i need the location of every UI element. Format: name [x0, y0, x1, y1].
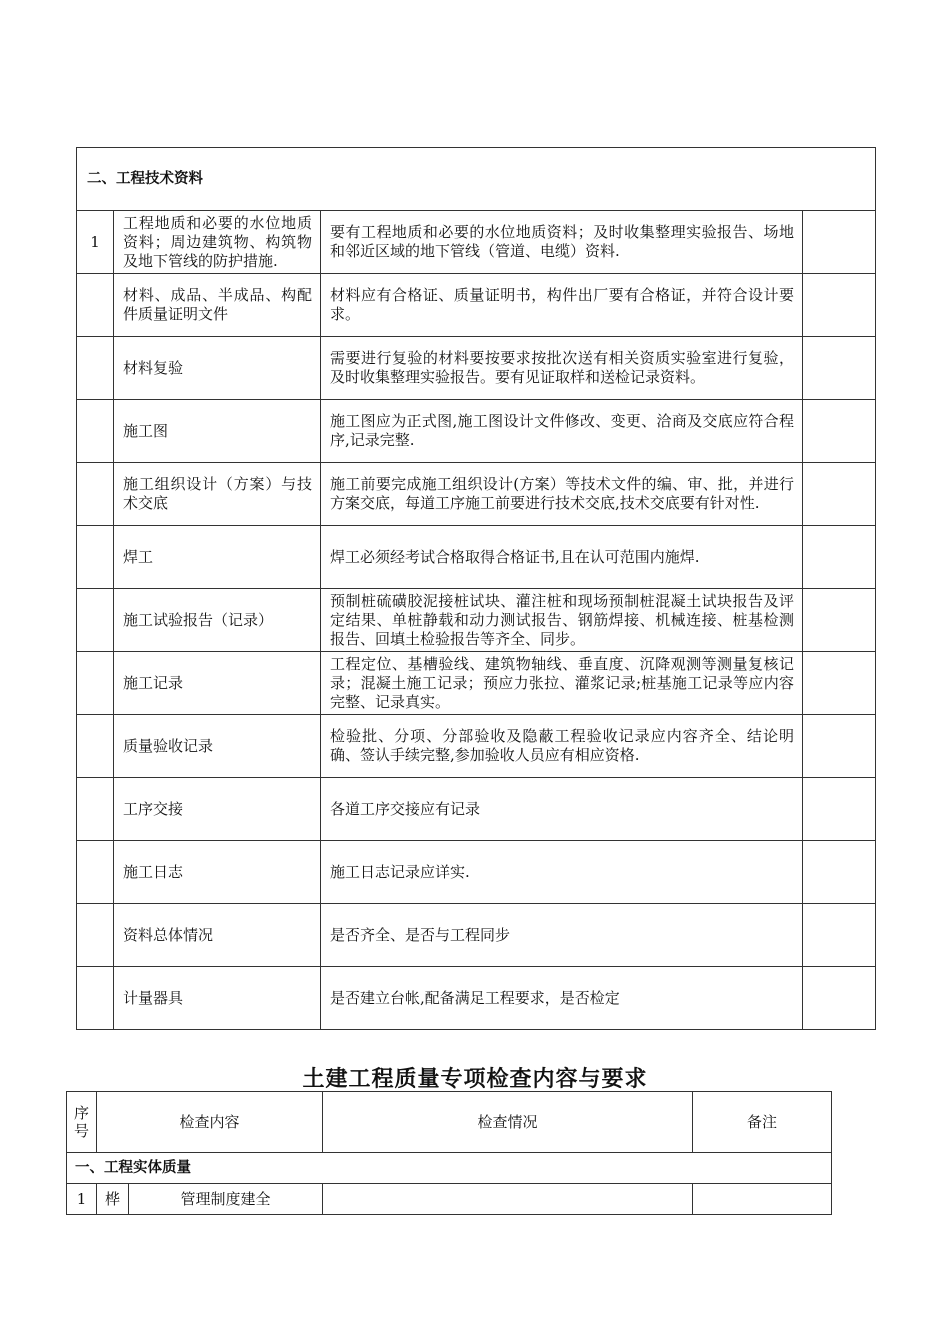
row-item: 焊工: [114, 526, 321, 589]
row-item: 施工图: [114, 400, 321, 463]
row-category: 桦: [97, 1184, 129, 1215]
row-situation: [323, 1184, 693, 1215]
row-requirement: 要有工程地质和必要的水位地质资料；及时收集整理实验报告、场地和邻近区域的地下管线（管道、电缆）资料.: [321, 211, 803, 274]
table-row: [77, 274, 876, 337]
row-remark: [803, 337, 876, 400]
row-remark: [803, 526, 876, 589]
row-requirement: 施工日志记录应详实.: [321, 841, 803, 904]
row-requirement: 预制桩硫磺胶泥接桩试块、灌注桩和现场预制桩混凝土试块报告及评定结果、单桩静载和动力测试报告、钢筋焊接、机械连接、桩基检测报告、回填土检验报告等齐全、同步。: [321, 589, 803, 652]
row-item: 施工试验报告（记录）: [114, 589, 321, 652]
row-item: 资料总体情况: [114, 904, 321, 967]
row-num: 1: [77, 211, 114, 274]
row-num: [77, 652, 114, 715]
row-num: [77, 589, 114, 652]
row-num: [77, 274, 114, 337]
row-item: 施工组织设计（方案）与技术交底: [114, 463, 321, 526]
row-num: [77, 526, 114, 589]
row-requirement: 各道工序交接应有记录: [321, 778, 803, 841]
header-num: 序号: [67, 1092, 97, 1153]
row-remark: [803, 715, 876, 778]
row-num: [77, 841, 114, 904]
row-remark: [803, 463, 876, 526]
table-row: [77, 841, 876, 904]
row-item: 计量器具: [114, 967, 321, 1030]
row-item: 施工记录: [114, 652, 321, 715]
row-remark: [803, 778, 876, 841]
row-remark: [803, 967, 876, 1030]
row-requirement: 检验批、分项、分部验收及隐蔽工程验收记录应内容齐全、结论明确、签认手续完整,参加验收人员应有相应资格.: [321, 715, 803, 778]
page-title: 土建工程质量专项检查内容与要求: [302, 1067, 648, 1092]
table-row: [77, 526, 876, 589]
table-row: [77, 778, 876, 841]
row-num: [77, 967, 114, 1030]
row-requirement: 施工前要完成施工组织设计(方案）等技术文件的编、审、批，并进行方案交底，每道工序施工前要进行技术交底,技术交底要有针对性.: [321, 463, 803, 526]
row-requirement: 需要进行复验的材料要按要求按批次送有相关资质实验室进行复验，及时收集整理实验报告。要有见证取样和送检记录资料。: [321, 337, 803, 400]
section-title: 一、工程实体质量: [67, 1153, 832, 1184]
row-remark: [803, 652, 876, 715]
table-row: [77, 463, 876, 526]
row-requirement: 材料应有合格证、质量证明书，构件出厂要有合格证，并符合设计要求。: [321, 274, 803, 337]
row-num: [77, 778, 114, 841]
row-num: [77, 400, 114, 463]
inspection-table: [66, 1091, 832, 1215]
row-requirement: 工程定位、基槽验线、建筑物轴线、垂直度、沉降观测等测量复核记录；混凝土施工记录；预应力张拉、灌浆记录;桩基施工记录等应内容完整、记录真实。: [321, 652, 803, 715]
row-item: 工程地质和必要的水位地质资料；周边建筑物、构筑物及地下管线的防护措施.: [114, 211, 321, 274]
row-num: [77, 904, 114, 967]
table-row: [77, 967, 876, 1030]
row-remark: [693, 1184, 832, 1215]
row-remark: [803, 400, 876, 463]
table-row: [77, 652, 876, 715]
table-row: [77, 715, 876, 778]
row-requirement: 是否齐全、是否与工程同步: [321, 904, 803, 967]
row-remark: [803, 589, 876, 652]
header-content: 检查内容: [97, 1092, 323, 1153]
table-row: [77, 589, 876, 652]
table-row: [77, 400, 876, 463]
row-num: 1: [67, 1184, 97, 1215]
row-item: 工序交接: [114, 778, 321, 841]
row-num: [77, 463, 114, 526]
row-num: [77, 715, 114, 778]
row-requirement: 是否建立台帐,配备满足工程要求，是否检定: [321, 967, 803, 1030]
row-num: [77, 337, 114, 400]
row-remark: [803, 211, 876, 274]
row-requirement: 焊工必须经考试合格取得合格证书,且在认可范围内施焊.: [321, 526, 803, 589]
row-remark: [803, 274, 876, 337]
row-item: 材料、成品、半成品、构配件质量证明文件: [114, 274, 321, 337]
tech-data-table: [76, 147, 876, 1030]
header-situation: 检查情况: [323, 1092, 693, 1153]
section-title: 二、工程技术资料: [77, 148, 876, 211]
row-item: 质量验收记录: [114, 715, 321, 778]
row-item: 施工日志: [114, 841, 321, 904]
row-item: 材料复验: [114, 337, 321, 400]
row-remark: [803, 904, 876, 967]
row-item: 管理制度建全: [129, 1184, 323, 1215]
row-requirement: 施工图应为正式图,施工图设计文件修改、变更、洽商及交底应符合程序,记录完整.: [321, 400, 803, 463]
table-row: [77, 337, 876, 400]
table-row: [77, 211, 876, 274]
header-remark: 备注: [693, 1092, 832, 1153]
table-row: [77, 904, 876, 967]
row-remark: [803, 841, 876, 904]
